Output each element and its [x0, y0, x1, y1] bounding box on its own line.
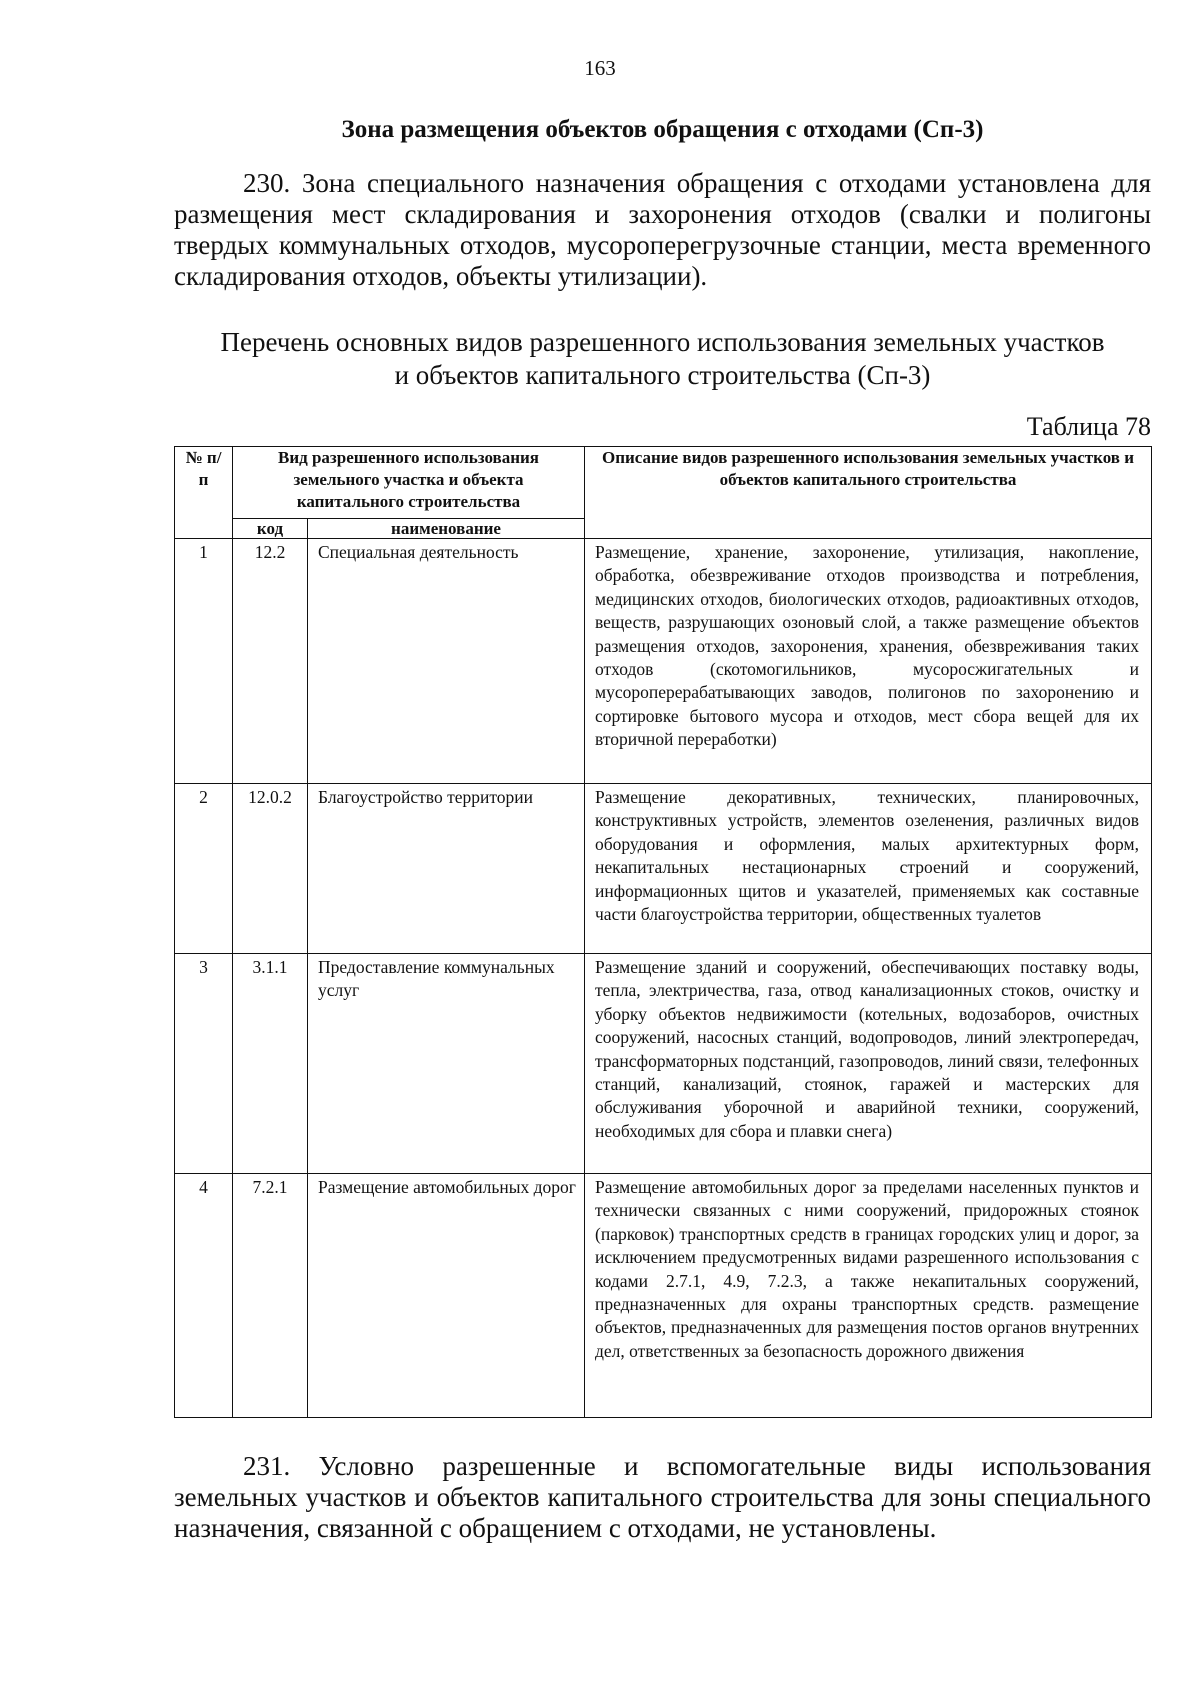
row-code: 3.1.1 [233, 954, 308, 1174]
paragraph-231: 231. Условно разрешенные и вспомогательные виды использования земельных участков и объектов капитального строительства для зоны специального назначения, связанной с обращением с отходами, не установлены. [174, 1451, 1151, 1543]
row-name: Специальная деятельность [308, 539, 585, 784]
header-name: наименование [308, 519, 585, 539]
page-number: 163 [584, 56, 616, 80]
header-num: № п/п [175, 447, 233, 539]
header-code: код [233, 519, 308, 539]
header-kind: Вид разрешенного использования земельного участка и объекта капитального строительства [233, 447, 585, 519]
table-row [175, 1174, 1152, 1418]
table-row [175, 954, 1152, 1174]
row-description: Размещение, хранение, захоронение, утилизация, накопление, обработка, обезвреживание отходов производства и потребления, медицинских отходов, биологических отходов, радиоактивных отходов, веществ, разрушающих озоновый слой, а также размещение объектов размещения отходов, захоронения, хранения, обезвреживания таких отходов (скотомогильников, мусоросжигательных и мусороперерабатывающих заводов, полигонов по захоронению и сортировке бытового мусора и отходов, мест сбора вещей для их вторичной переработки) [585, 539, 1152, 784]
row-num: 1 [175, 539, 233, 784]
table-caption [174, 326, 1151, 392]
header-description: Описание видов разрешенного использования земельных участков и объектов капитального строительства [585, 447, 1152, 539]
row-name: Предоставление коммунальных услуг [308, 954, 585, 1174]
caption-line-2: и объектов капитального строительства (Сп-3) [394, 360, 931, 390]
caption-line-1: Перечень основных видов разрешенного использования земельных участков [220, 327, 1105, 357]
land-use-table [174, 446, 1152, 1418]
row-num: 4 [175, 1174, 233, 1418]
table-row [175, 784, 1152, 954]
section-heading: Зона размещения объектов обращения с отходами (Сп-3) [341, 116, 984, 143]
paragraph-230: 230. Зона специального назначения обращения с отходами установлена для размещения мест складирования и захоронения отходов (свалки и полигоны твердых коммунальных отходов, мусороперегрузочные станции, места временного складирования отходов, объекты утилизации). [174, 168, 1151, 291]
row-code: 7.2.1 [233, 1174, 308, 1418]
row-description: Размещение зданий и сооружений, обеспечивающих поставку воды, тепла, электричества, газа, отвод канализационных стоков, очистку и уборку объектов недвижимости (котельных, водозаборов, очистных сооружений, насосных станций, водопроводов, линий электропередач, трансформаторных подстанций, газопроводов, линий связи, телефонных станций, канализаций, стоянок, гаражей и мастерских для обслуживания уборочной и аварийной техники, сооружений, необходимых для сбора и плавки снега) [585, 954, 1152, 1174]
row-code: 12.2 [233, 539, 308, 784]
row-description: Размещение автомобильных дорог за пределами населенных пунктов и технически связанных с ними сооружений, придорожных стоянок (парковок) транспортных средств в границах городских улиц и дорог, за исключением предусмотренных видами разрешенного использования с кодами 2.7.1, 4.9, 7.2.3, а также некапитальных сооружений, предназначенных для охраны транспортных средств. размещение объектов, предназначенных для размещения постов органов внутренних дел, ответственных за безопасность дорожного движения [585, 1174, 1152, 1418]
table-label: Таблица 78 [1026, 412, 1151, 441]
row-num: 3 [175, 954, 233, 1174]
row-num: 2 [175, 784, 233, 954]
row-code: 12.0.2 [233, 784, 308, 954]
row-description: Размещение декоративных, технических, планировочных, конструктивных устройств, элементов озеленения, различных видов оборудования и оформления, малых архитектурных форм, некапитальных нестационарных строений и сооружений, информационных щитов и указателей, применяемых как составные части благоустройства территории, общественных туалетов [585, 784, 1152, 954]
row-name: Размещение автомобильных дорог [308, 1174, 585, 1418]
table-row [175, 539, 1152, 784]
row-name: Благоустройство территории [308, 784, 585, 954]
